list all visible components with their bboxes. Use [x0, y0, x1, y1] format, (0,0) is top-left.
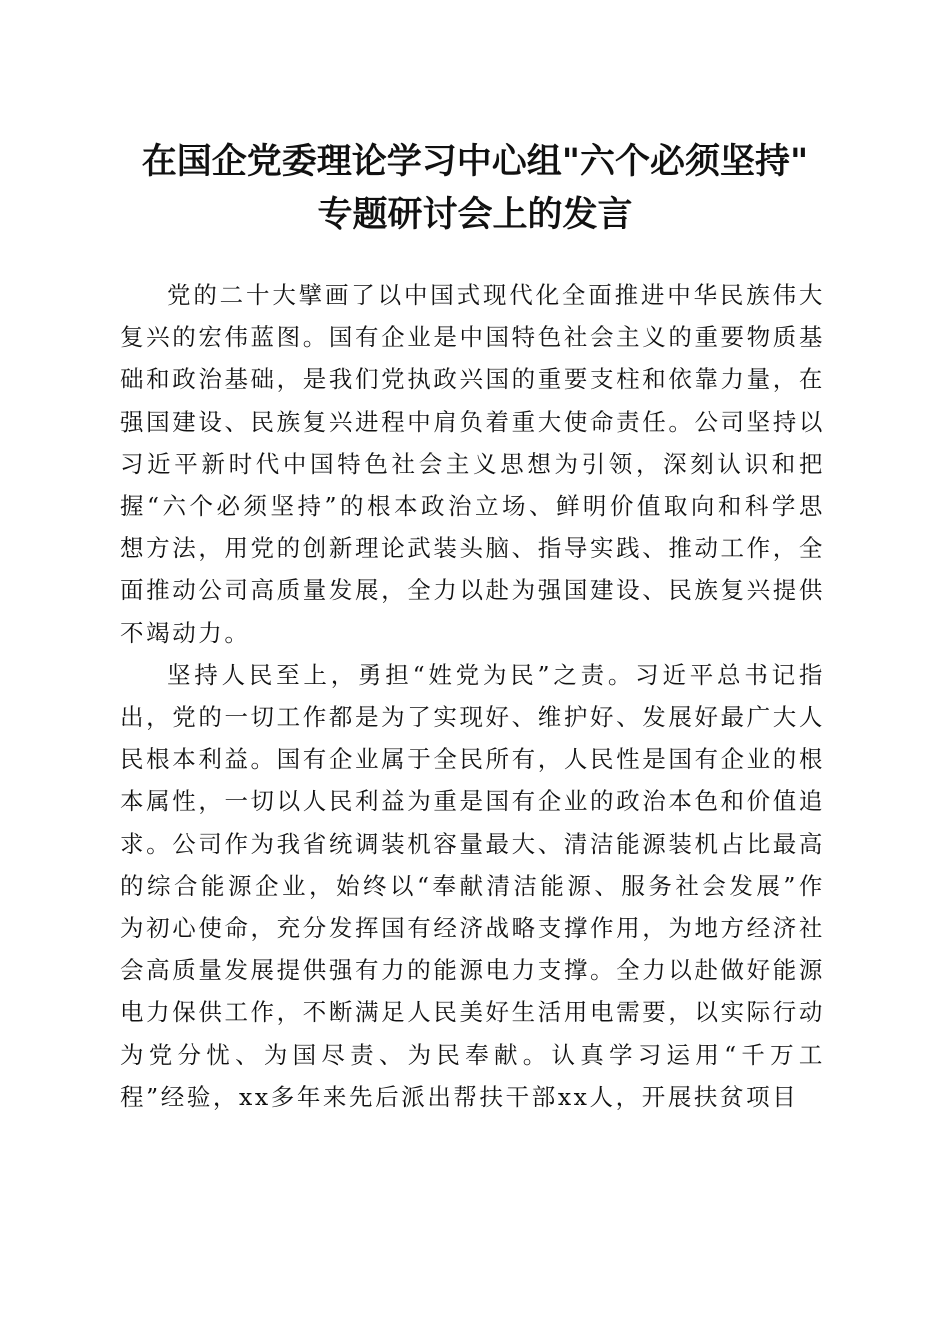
- document-title: [110, 135, 840, 241]
- paragraph-1: 党的二十大擘画了以中国式现代化全面推进中华民族伟大复兴的宏伟蓝图。国有企业是中国特色社会主义的重要物质基础和政治基础，是我们党执政兴国的重要支柱和依靠力量，在强国建设、民族复兴进程中肩负着重大使命责任。公司坚持以习近平新时代中国特色社会主义思想为引领，深刻认识和把握“六个必须坚持”的根本政治立场、鲜明价值取向和科学思想方法，用党的创新理论武装头脑、指导实践、推动工作，全面推动公司高质量发展，全力以赴为强国建设、民族复兴提供不竭动力。: [120, 281, 825, 647]
- title-line-1: 在国企党委理论学习中心组"六个必须坚持": [141, 141, 809, 182]
- paragraph-2: 坚持人民至上，勇担“姓党为民”之责。习近平总书记指出，党的一切工作都是为了实现好、维护好、发展好最广大人民根本利益。国有企业属于全民所有，人民性是国有企业的根本属性，一切以人民利益为重是国有企业的政治本色和价值追求。公司作为我省统调装机容量最大、清洁能源装机占比最高的综合能源企业，始终以“奉献清洁能源、服务社会发展”作为初心使命，充分发挥国有经济战略支撑作用，为地方经济社会高质量发展提供强有力的能源电力支撑。全力以赴做好能源电力保供工作，不断满足人民美好生活用电需要，以实际行动为党分忧、为国尽责、为民奉献。认真学习运用“千万工程”经验，xx多年来先后派出帮扶干部xx人，开展扶贫项目: [120, 660, 825, 1111]
- document-body: [120, 274, 825, 1118]
- title-line-2: 专题研讨会上的发言: [317, 194, 633, 235]
